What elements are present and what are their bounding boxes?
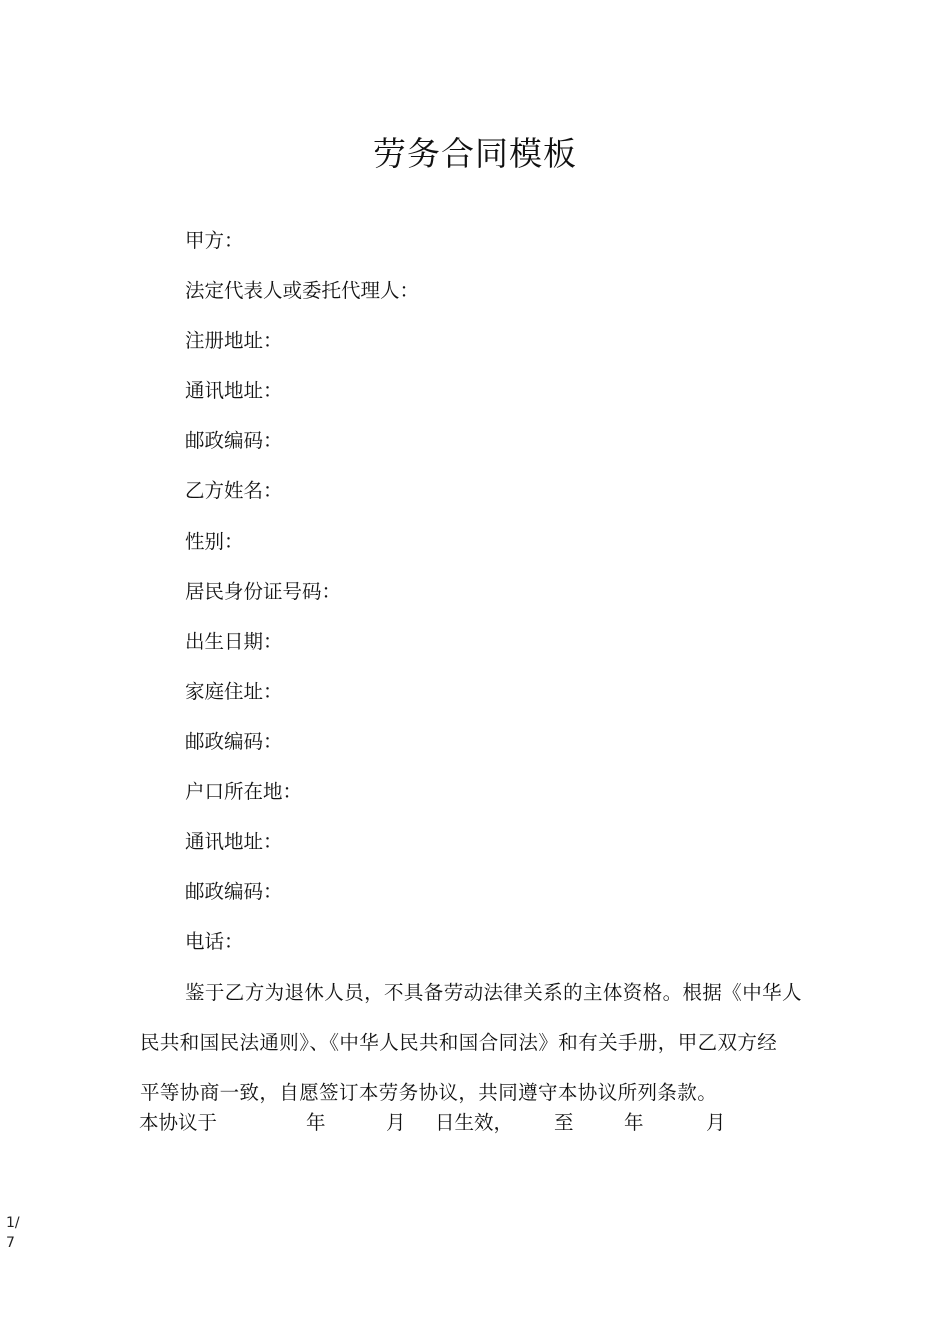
effective-month-end: 月 <box>706 1111 726 1134</box>
field-gender: 性别： <box>185 529 244 553</box>
field-mailing-address-b: 通讯地址： <box>185 830 283 854</box>
body-paragraph-line-3: 平等协商一致，自愿签订本劳务协议，共同遵守本协议所列条款。 <box>140 1081 718 1104</box>
field-id-number: 居民身份证号码： <box>185 579 342 603</box>
effective-year-end: 年 <box>624 1111 644 1134</box>
page-title: 劳务合同模板 <box>373 134 577 173</box>
field-postal-code-b: 邮政编码： <box>185 880 283 904</box>
effective-month-start: 月 <box>386 1111 406 1134</box>
field-household-registration: 户口所在地： <box>185 780 303 804</box>
field-postal-code-home: 邮政编码： <box>185 729 283 753</box>
page-number-total: 7 <box>6 1235 15 1251</box>
field-legal-representative: 法定代表人或委托代理人： <box>185 279 420 303</box>
field-party-b-name: 乙方姓名： <box>185 479 283 503</box>
field-postal-code-a: 邮政编码： <box>185 429 283 453</box>
effective-date-line <box>0 1108 950 1138</box>
effective-day-label: 日生效， <box>435 1111 514 1134</box>
field-party-a: 甲方： <box>185 229 244 252</box>
body-paragraph-line-2: 民共和国民法通则》、《中华人民共和国合同法》和有关手册，甲乙双方经 <box>140 1031 778 1054</box>
effective-year-start: 年 <box>306 1111 326 1134</box>
field-birth-date: 出生日期： <box>185 629 283 653</box>
body-paragraph-line-1: 鉴于乙方为退休人员，不具备劳动法律关系的主体资格。根据《中华人 <box>185 981 802 1004</box>
effective-to: 至 <box>554 1111 574 1134</box>
page-number <box>6 1213 20 1253</box>
effective-prefix: 本协议于 <box>139 1111 218 1134</box>
field-phone: 电话： <box>185 930 244 954</box>
field-home-address: 家庭住址： <box>185 679 283 703</box>
field-mailing-address-a: 通讯地址： <box>185 379 283 403</box>
page-number-current: 1/ <box>6 1215 20 1231</box>
party-field-list <box>185 226 419 977</box>
field-registered-address: 注册地址： <box>185 329 283 353</box>
